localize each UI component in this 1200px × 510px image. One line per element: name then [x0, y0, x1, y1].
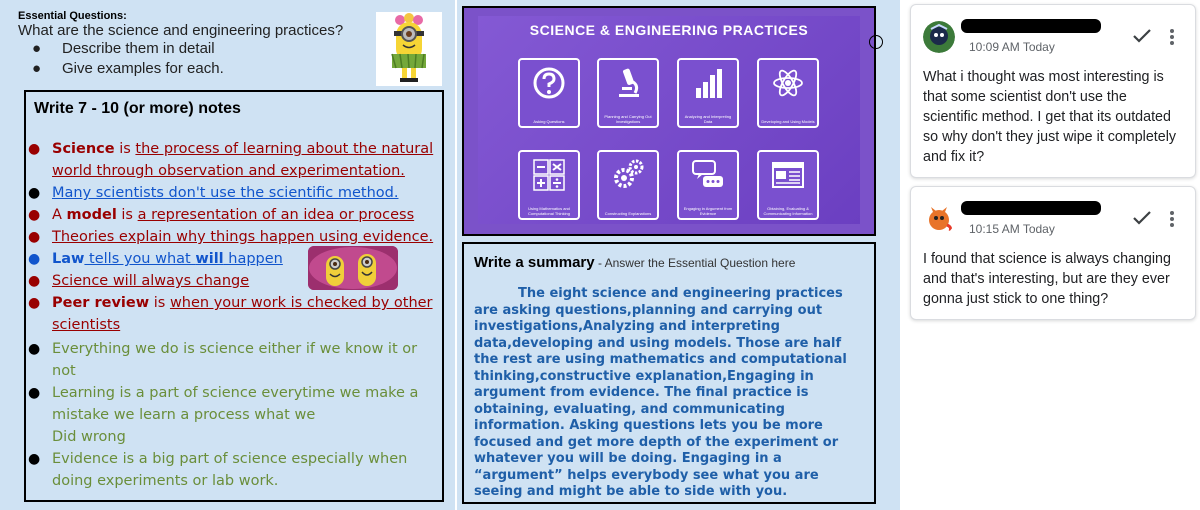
- essential-bullet: ● Give examples for each.: [32, 60, 224, 77]
- summary-paragraph: The eight science and engineering practices are asking questions,planning and carrying out investigations,Analyzing and interpreting data,developing and using models. Those are half the rest are using mathematics and computational thinking,constructive explanation,Engaging in argument from evidence. The final practice is obtaining, evaluating, and communicating information. Asking questions lets you be more focused and get more depth of the experiment or whatever you will be doing. Engaging in a “argument” helps everybody see what you are seeing and might be able to side with you.: [474, 286, 847, 499]
- practice-label: Constructing Explanations: [604, 211, 652, 216]
- practice-label: Asking Questions: [533, 119, 565, 124]
- bullet-icon: ●: [28, 251, 41, 267]
- summary-box[interactable]: [462, 242, 876, 504]
- note-text: Theories explain why things happen using evidence.: [52, 229, 434, 245]
- bullet-icon: ●: [28, 385, 41, 401]
- atom-icon: [771, 66, 805, 100]
- question-icon: [532, 66, 566, 100]
- essential-bullet: ● Describe them in detail: [32, 40, 215, 57]
- note-text: Did wrong: [52, 429, 126, 445]
- practice-label: Planning and Carrying Out Investigations: [604, 114, 652, 124]
- resolve-check-icon[interactable]: [1131, 209, 1153, 227]
- practice-label: Developing and Using Models: [761, 119, 815, 124]
- practice-tile: [597, 58, 659, 128]
- note-text: the process of learning about the natural world through observation and experimentation.: [52, 141, 434, 179]
- slide-divider: [455, 0, 457, 510]
- math-operators-icon: [532, 158, 566, 192]
- note-text: tells you what: [84, 251, 196, 267]
- bar-chart-icon: [691, 66, 725, 100]
- note-text: when your work is checked by other scientists: [52, 295, 433, 333]
- summary-text: [474, 286, 868, 501]
- note-item: [28, 226, 442, 248]
- comment-card[interactable]: [910, 4, 1196, 178]
- comment-time: 10:09 AM Today: [969, 40, 1055, 54]
- practice-label: Engaging in Argument from Evidence: [683, 206, 733, 216]
- note-text: is: [149, 295, 170, 311]
- note-text: Evidence is a big part of science especially when doing experiments or lab work.: [52, 451, 408, 489]
- practice-tile: [677, 150, 739, 220]
- note-text: Learning is a part of science everytime we make a mistake we learn a process what we: [52, 385, 419, 423]
- summary-heading: [474, 254, 795, 271]
- practice-tile: [757, 150, 819, 220]
- bullet-icon: ●: [28, 185, 41, 201]
- note-text: Many scientists don't use the scientific method.: [52, 185, 399, 201]
- note-text: A: [52, 207, 67, 223]
- redacted-author: [961, 201, 1101, 215]
- note-term: model: [66, 207, 117, 223]
- practices-card: [462, 6, 876, 236]
- note-item: [28, 338, 442, 382]
- notes-box[interactable]: [24, 90, 444, 502]
- bullet-icon: ●: [28, 451, 41, 467]
- summary-title: Write a summary: [474, 254, 595, 271]
- practice-label: Obtaining, Evaluating & Communicating Information: [763, 206, 813, 216]
- practice-label: Analyzing and Interpreting Data: [684, 114, 732, 124]
- comment-text: I found that science is always changing and that's interesting, but are they ever gonna just stick to one thing?: [923, 251, 1171, 307]
- note-item: [28, 138, 442, 182]
- practice-tile: [757, 58, 819, 128]
- note-text: is: [116, 207, 138, 223]
- avatar: [923, 203, 955, 235]
- minions-gif: [308, 246, 398, 290]
- minion-image: [376, 12, 442, 86]
- slide-edge-circle: [869, 35, 883, 49]
- essential-question: What are the science and engineering practices?: [18, 22, 344, 39]
- note-text: is: [114, 141, 136, 157]
- comment-card[interactable]: [910, 186, 1196, 320]
- summary-subtitle: - Answer the Essential Question here: [594, 256, 796, 270]
- essential-bullet-text: Describe them in detail: [62, 40, 215, 57]
- essential-bullet-text: Give examples for each.: [62, 60, 224, 77]
- note-text: Science will always change: [52, 273, 250, 289]
- note-item: [28, 448, 442, 492]
- note-term: Law: [52, 251, 85, 267]
- practice-tile: [518, 150, 580, 220]
- note-item: [28, 382, 442, 448]
- note-text: will: [195, 251, 224, 267]
- practice-tile: [518, 58, 580, 128]
- note-text: happen: [223, 251, 283, 267]
- comment-time: 10:15 AM Today: [969, 222, 1055, 236]
- microscope-icon: [611, 66, 645, 100]
- essential-heading: Essential Questions:: [18, 10, 127, 22]
- more-options-icon[interactable]: [1169, 209, 1175, 229]
- note-item: [28, 182, 442, 204]
- practice-tile: [597, 150, 659, 220]
- comment-text: What i thought was most interesting is that some scientist don't use the scientific method. I get that its outdated so why don't they just wipe it completely and fix it?: [923, 69, 1177, 165]
- note-term: Peer review: [52, 295, 150, 311]
- resolve-check-icon[interactable]: [1131, 27, 1153, 45]
- bullet-icon: ●: [28, 295, 41, 311]
- redacted-author: [961, 19, 1101, 33]
- practices-title: SCIENCE & ENGINEERING PRACTICES: [529, 22, 809, 38]
- bullet-icon: ●: [28, 141, 41, 157]
- note-text: Everything we do is science either if we know it or not: [52, 341, 418, 379]
- speech-bubbles-icon: [691, 158, 725, 192]
- practice-label: Using Mathematics and Computational Thinking: [528, 206, 570, 216]
- avatar: [923, 21, 955, 53]
- bullet-icon: ●: [28, 273, 41, 289]
- note-term: Science: [52, 141, 115, 157]
- document-icon: [771, 158, 805, 192]
- note-item: [28, 292, 442, 336]
- more-options-icon[interactable]: [1169, 27, 1175, 47]
- notes-title: Write 7 - 10 (or more) notes: [34, 100, 241, 117]
- note-text: a representation of an idea or process: [137, 207, 415, 223]
- bullet-icon: ●: [28, 207, 41, 223]
- bullet-icon: ●: [28, 341, 41, 357]
- note-item: [28, 204, 442, 226]
- gears-icon: [611, 158, 645, 192]
- practice-tile: [677, 58, 739, 128]
- bullet-icon: ●: [28, 229, 41, 245]
